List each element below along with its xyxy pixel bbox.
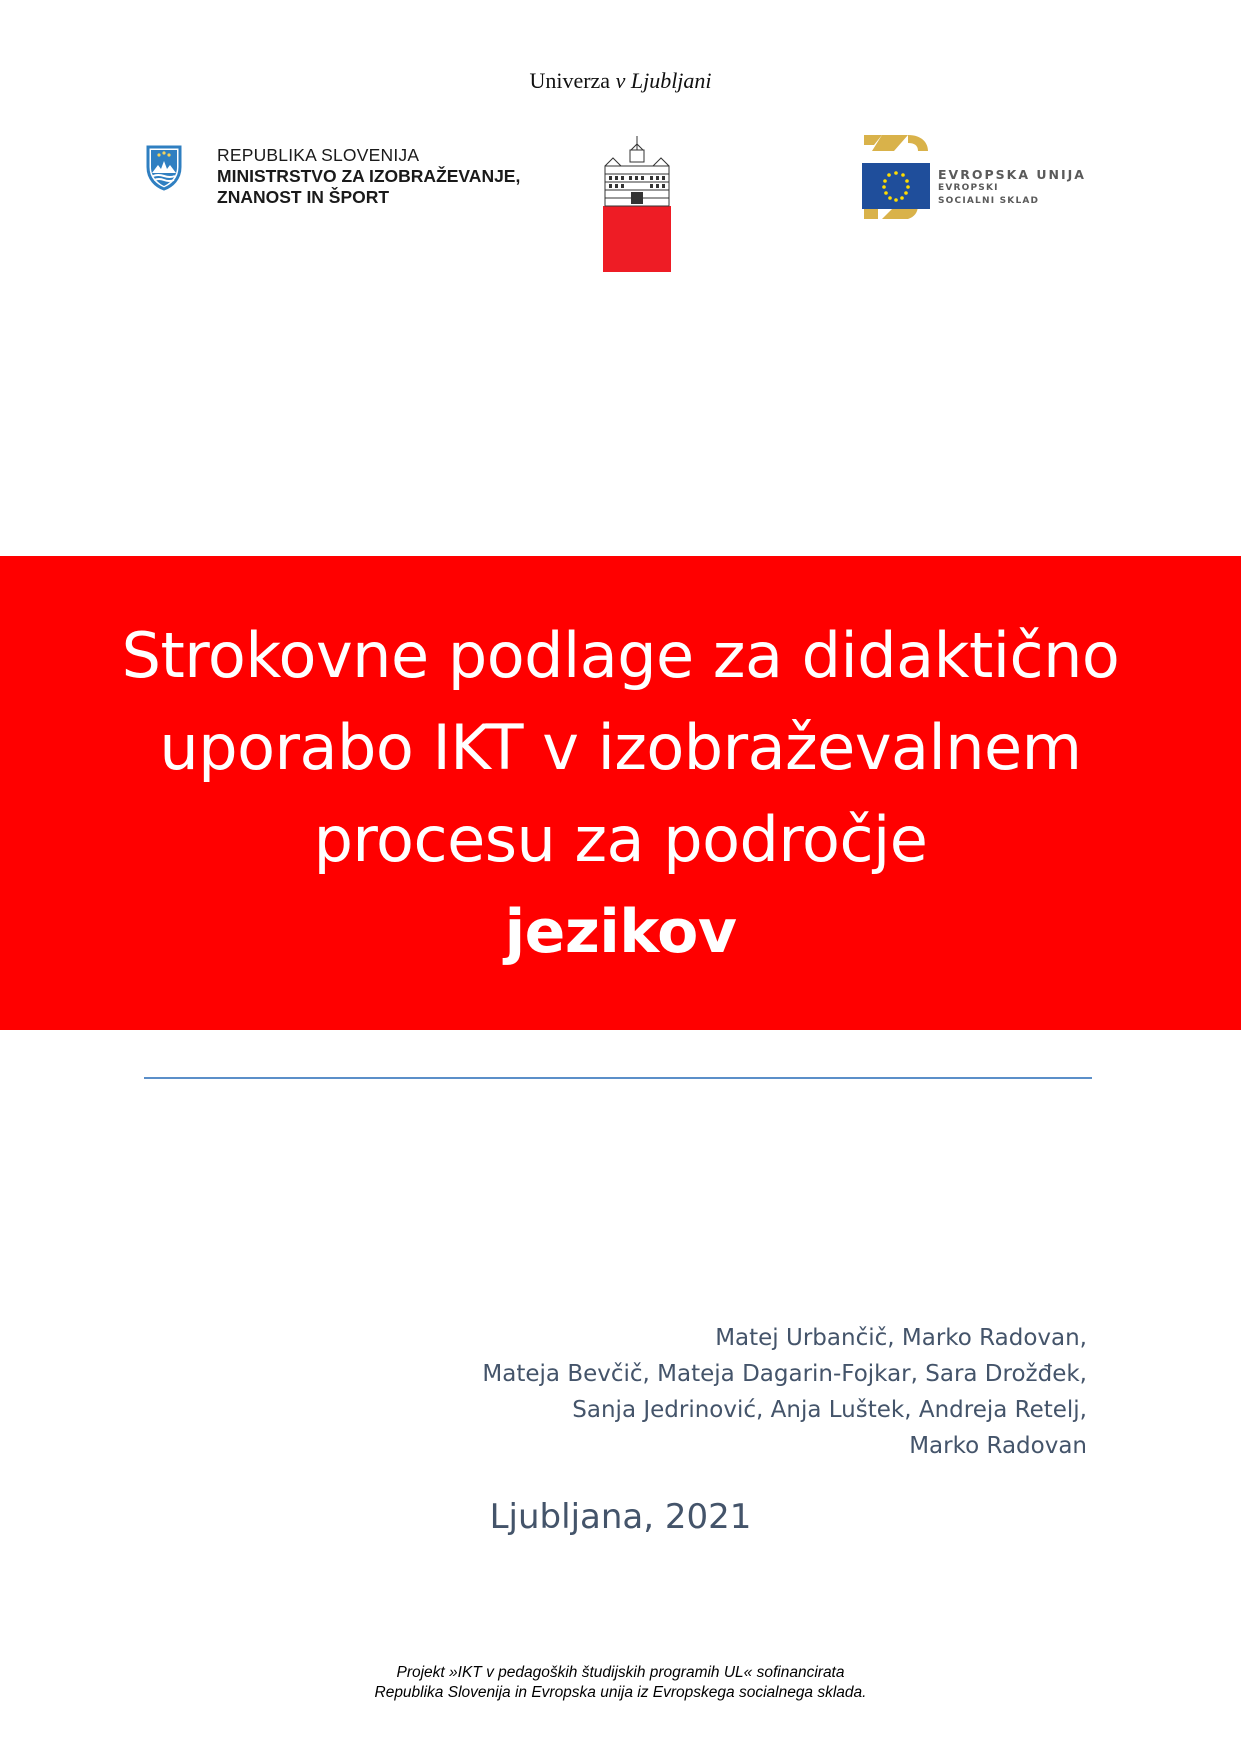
- footer-line-2: Republika Slovenija in Evropska unija iz Evropskega socialnega sklada.: [374, 1684, 867, 1701]
- title-line-4: jezikov: [504, 897, 737, 967]
- university-logo: [603, 136, 671, 277]
- slovenia-coat-of-arms-icon: [146, 145, 182, 191]
- eu-flag-icon: [862, 133, 930, 223]
- university-name-prefix: Univerza: [529, 68, 611, 93]
- place-year: Ljubljana, 2021: [489, 1497, 752, 1537]
- authors-line-4: Marko Radovan: [909, 1433, 1087, 1459]
- eu-line-2: EVROPSKI: [938, 183, 999, 193]
- title-line-1: Strokovne podlage za didaktično: [121, 619, 1120, 692]
- university-header: [0, 68, 1241, 94]
- authors-line-3: Sanja Jedrinović, Anja Luštek, Andreja Retelj,: [572, 1397, 1087, 1423]
- university-name-suffix: v Ljubljani: [615, 68, 712, 93]
- authors-block: [482, 1320, 1087, 1464]
- ministry-line-1: REPUBLIKA SLOVENIJA: [217, 145, 420, 165]
- eu-line-1: EVROPSKA UNIJA: [938, 167, 1086, 182]
- funding-footer: [0, 1663, 1241, 1703]
- title-line-3: procesu za področje: [313, 803, 928, 876]
- authors-line-2: Mateja Bevčič, Mateja Dagarin-Fojkar, Sara Drožđek,: [482, 1361, 1087, 1387]
- ministry-line-3: ZNANOST IN ŠPORT: [217, 187, 390, 207]
- eu-line-3: SOCIALNI SKLAD: [938, 196, 1040, 206]
- footer-line-1: Projekt »IKT v pedagoških študijskih programih UL« sofinancirata: [396, 1664, 845, 1681]
- horizontal-divider: [144, 1077, 1092, 1079]
- university-building-icon: [603, 136, 671, 272]
- authors-line-1: Matej Urbančič, Marko Radovan,: [715, 1325, 1087, 1351]
- eu-logo: [862, 133, 1086, 228]
- document-title: [0, 610, 1241, 978]
- ministry-line-2: MINISTRSTVO ZA IZOBRAŽEVANJE,: [217, 166, 521, 186]
- title-line-2: uporabo IKT v izobraževalnem: [159, 711, 1082, 784]
